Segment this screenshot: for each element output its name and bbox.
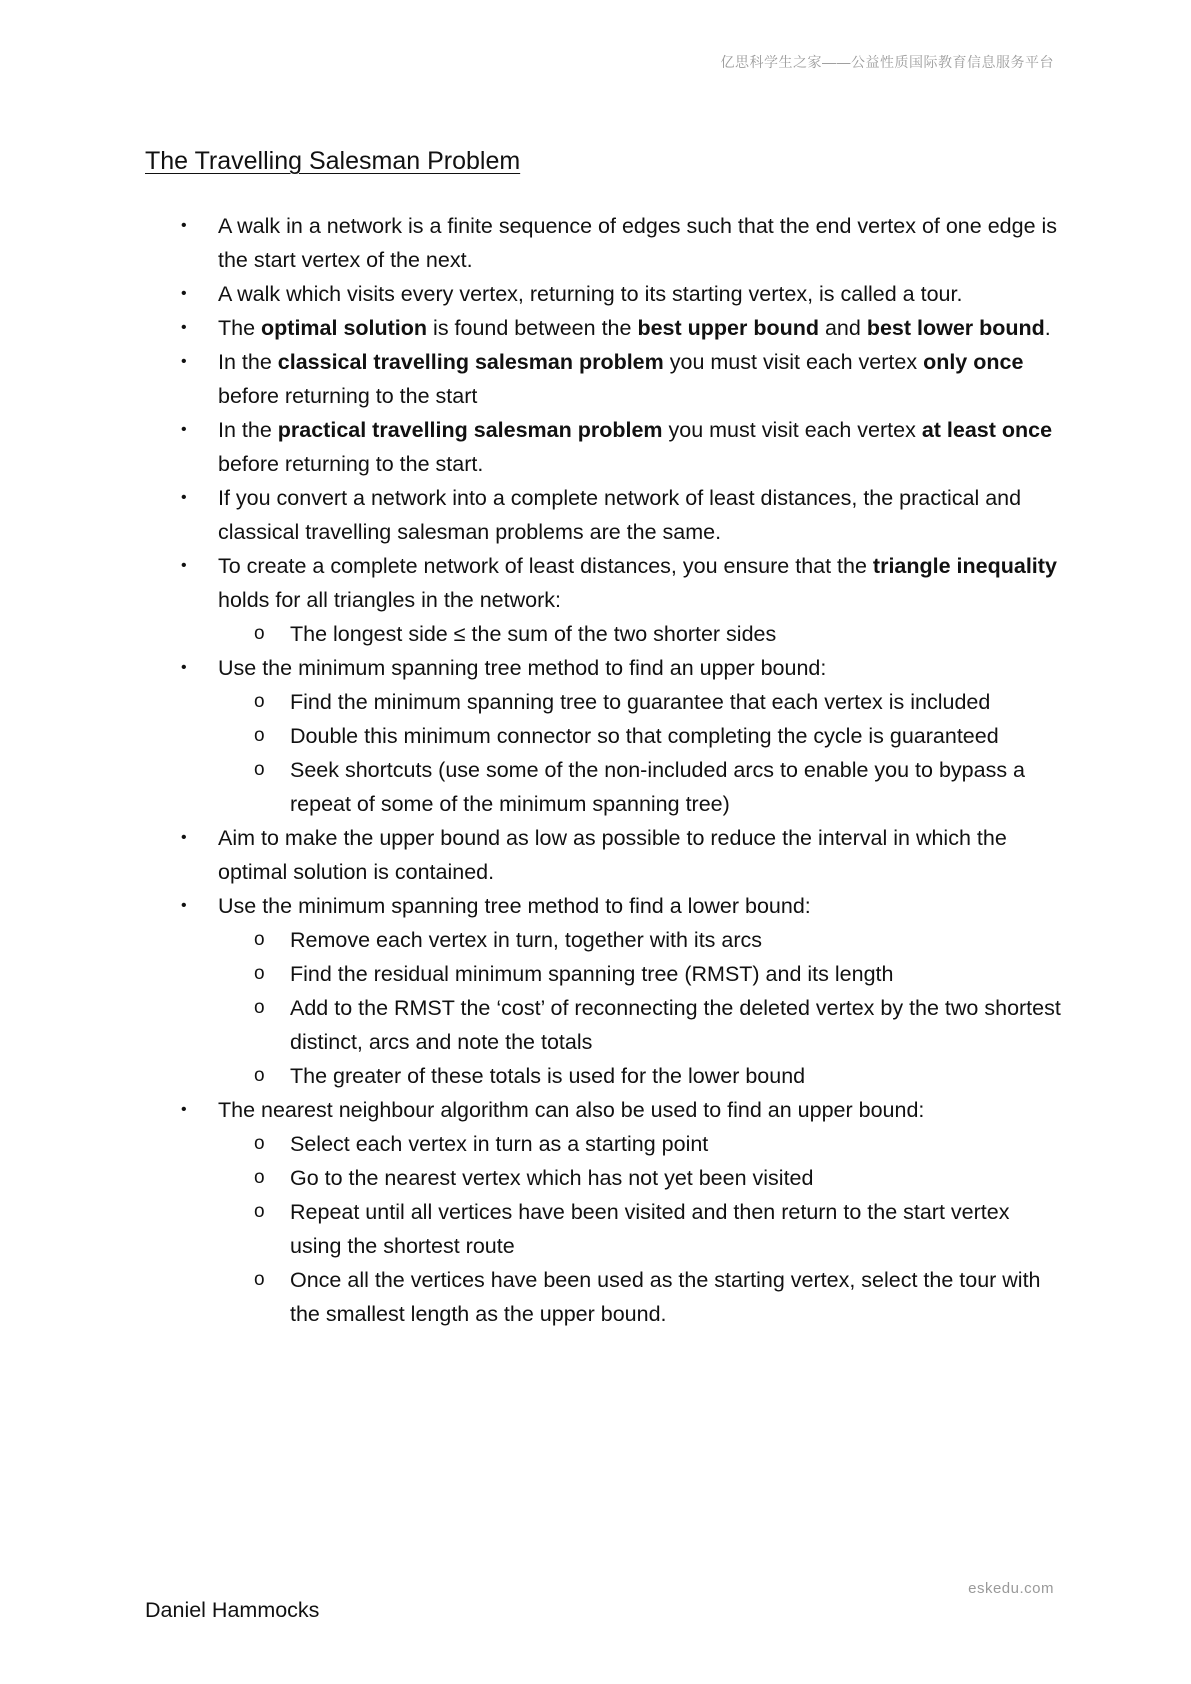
list-item-text: Aim to make the upper bound as low as possible to reduce the interval in which the optimal solution is contained. bbox=[218, 826, 1007, 884]
sub-list-item-text: Remove each vertex in turn, together with its arcs bbox=[290, 928, 763, 952]
list-item bbox=[181, 277, 1061, 311]
list-item-text: and bbox=[818, 316, 867, 340]
bullet-icon: • bbox=[181, 1101, 187, 1118]
sub-bullet-icon: o bbox=[254, 997, 265, 1018]
header-tagline: 亿思科学生之家——公益性质国际教育信息服务平台 bbox=[720, 54, 1054, 70]
list-item bbox=[181, 481, 1061, 549]
bold-term: optimal solution bbox=[261, 316, 428, 340]
list-item bbox=[181, 651, 1061, 685]
list-item-text: A walk in a network is a finite sequence of edges such that the end vertex of one edge is the start vertex of the next. bbox=[218, 214, 1058, 272]
sub-list-item bbox=[181, 719, 1061, 753]
sub-list-item bbox=[181, 1263, 1061, 1331]
list-item-text: To create a complete network of least distances, you ensure that the bbox=[218, 554, 873, 578]
sub-bullet-icon: o bbox=[254, 759, 265, 780]
sub-list-item-text: Select each vertex in turn as a starting point bbox=[290, 1132, 709, 1156]
list-item-text: Use the minimum spanning tree method to find a lower bound: bbox=[218, 894, 811, 918]
list-item-text: holds for all triangles in the network: bbox=[218, 588, 561, 612]
list-item-text: before returning to the start bbox=[218, 384, 478, 408]
sub-list-item bbox=[181, 753, 1061, 821]
sub-bullet-icon: o bbox=[254, 929, 265, 950]
sub-list-item bbox=[181, 685, 1061, 719]
list-item bbox=[181, 413, 1061, 481]
list-item-text: before returning to the start. bbox=[218, 452, 484, 476]
bold-term: best lower bound bbox=[866, 316, 1045, 340]
footer-site: eskedu.com bbox=[968, 1580, 1054, 1597]
sub-list-item bbox=[181, 1127, 1061, 1161]
sub-list-item bbox=[181, 1059, 1061, 1093]
sub-list-item bbox=[181, 923, 1061, 957]
bullet-icon: • bbox=[181, 557, 187, 574]
bold-term: triangle inequality bbox=[872, 554, 1057, 578]
list-item bbox=[181, 549, 1061, 617]
bullet-icon: • bbox=[181, 421, 187, 438]
bullet-icon: • bbox=[181, 285, 187, 302]
sub-list-item-text: Seek shortcuts (use some of the non-included arcs to enable you to bypass a repeat of some of the minimum spanning tree) bbox=[290, 758, 1026, 816]
list-item bbox=[181, 311, 1061, 345]
sub-bullet-icon: o bbox=[254, 1065, 265, 1086]
list-item-text: A walk which visits every vertex, returning to its starting vertex, is called a tour. bbox=[218, 282, 963, 306]
sub-list-item bbox=[181, 617, 1061, 651]
bold-term: only once bbox=[923, 350, 1024, 374]
list-item bbox=[181, 889, 1061, 923]
bold-term: at least once bbox=[921, 418, 1053, 442]
bullet-icon: • bbox=[181, 897, 187, 914]
list-item-text: you must visit each vertex bbox=[662, 418, 922, 442]
bullet-icon: • bbox=[181, 659, 187, 676]
bold-term: practical travelling salesman problem bbox=[277, 418, 663, 442]
bullet-icon: • bbox=[181, 319, 187, 336]
sub-list-item-text: Add to the RMST the ‘cost’ of reconnecting the deleted vertex by the two shortest distinct, arcs and note the totals bbox=[290, 996, 1061, 1054]
sub-list-item bbox=[181, 957, 1061, 991]
page-title: The Travelling Salesman Problem bbox=[145, 147, 521, 175]
list-item-text: If you convert a network into a complete network of least distances, the practical and classical travelling salesman problems are the same. bbox=[218, 486, 1022, 544]
list-item-text: you must visit each vertex bbox=[663, 350, 924, 374]
sub-list-item-text: Double this minimum connector so that completing the cycle is guaranteed bbox=[290, 724, 999, 748]
bullet-list bbox=[181, 209, 1061, 1331]
sub-bullet-icon: o bbox=[254, 691, 265, 712]
list-item-text: The nearest neighbour algorithm can also be used to find an upper bound: bbox=[218, 1098, 925, 1122]
sub-list-item-text: Go to the nearest vertex which has not yet been visited bbox=[290, 1166, 814, 1190]
sub-bullet-icon: o bbox=[254, 1133, 265, 1154]
list-item-text: is found between the bbox=[427, 316, 638, 340]
list-item-text: Use the minimum spanning tree method to find an upper bound: bbox=[218, 656, 827, 680]
sub-list-item-text: Find the residual minimum spanning tree (RMST) and its length bbox=[290, 962, 894, 986]
sub-list-item-text: The greater of these totals is used for the lower bound bbox=[290, 1064, 806, 1088]
list-item bbox=[181, 1093, 1061, 1127]
sub-bullet-icon: o bbox=[254, 725, 265, 746]
sub-list-item-text: Repeat until all vertices have been visited and then return to the start vertex using the shortest route bbox=[290, 1200, 1010, 1258]
bullet-icon: • bbox=[181, 353, 187, 370]
sub-bullet-icon: o bbox=[254, 1201, 265, 1222]
list-item bbox=[181, 345, 1061, 413]
list-item-text: The bbox=[218, 316, 262, 340]
footer-author: Daniel Hammocks bbox=[145, 1598, 320, 1622]
bullet-icon: • bbox=[181, 217, 187, 234]
sub-list-item-text: Once all the vertices have been used as the starting vertex, select the tour with the smallest length as the upper bound. bbox=[290, 1268, 1041, 1326]
sub-list-item bbox=[181, 1195, 1061, 1263]
list-item bbox=[181, 209, 1061, 277]
bold-term: classical travelling salesman problem bbox=[277, 350, 664, 374]
sub-list-item-text: Find the minimum spanning tree to guarantee that each vertex is included bbox=[290, 690, 991, 714]
bold-term: best upper bound bbox=[637, 316, 819, 340]
list-item bbox=[181, 821, 1061, 889]
sub-list-item-text: The longest side ≤ the sum of the two shorter sides bbox=[290, 622, 777, 646]
bullet-icon: • bbox=[181, 829, 187, 846]
sub-bullet-icon: o bbox=[254, 1269, 265, 1290]
sub-bullet-icon: o bbox=[254, 623, 265, 644]
bullet-icon: • bbox=[181, 489, 187, 506]
sub-bullet-icon: o bbox=[254, 1167, 265, 1188]
sub-bullet-icon: o bbox=[254, 963, 265, 984]
sub-list-item bbox=[181, 991, 1061, 1059]
list-item-text: In the bbox=[218, 350, 278, 374]
list-item-text: . bbox=[1044, 316, 1051, 340]
list-item-text: In the bbox=[218, 418, 278, 442]
sub-list-item bbox=[181, 1161, 1061, 1195]
